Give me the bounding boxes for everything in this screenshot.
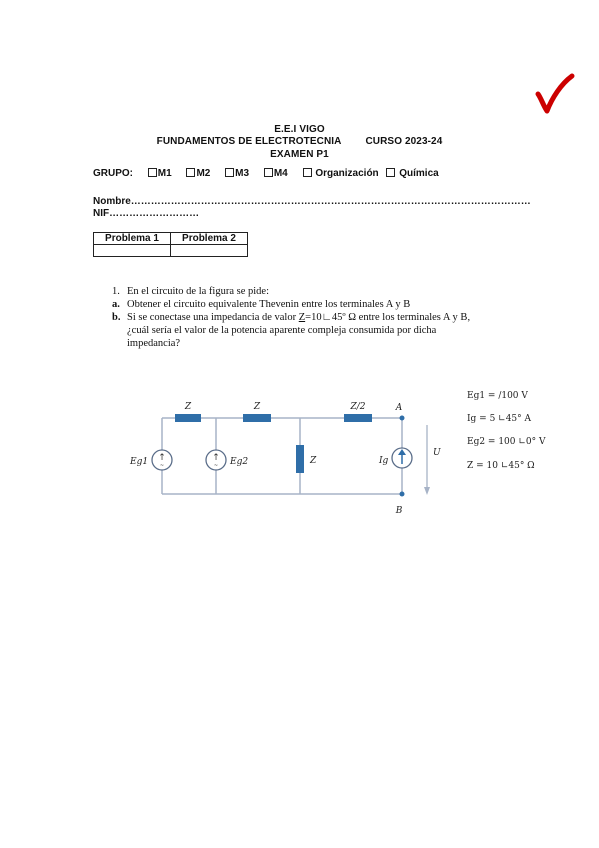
checkbox-icon[interactable] [386, 168, 395, 177]
group-option-m1[interactable]: M1 [148, 168, 172, 179]
label-z2: Z [253, 402, 261, 412]
score-header-2: Problema 2 [171, 233, 248, 245]
resistor-z-half [344, 414, 372, 422]
checkbox-icon[interactable] [264, 168, 273, 177]
course-name: FUNDAMENTOS DE ELECTROTECNIA [156, 136, 342, 147]
score-cell-1[interactable] [94, 245, 171, 257]
voltage-arrowhead-icon [424, 487, 430, 495]
value-z: Z = 10 ∟45° Ω [467, 461, 535, 471]
resistor-z1 [175, 414, 201, 422]
group-label: GRUPO: [93, 168, 133, 179]
circuit-diagram [120, 385, 560, 525]
svg-text:~: ~ [213, 463, 219, 469]
current-source-ig-icon [392, 448, 412, 468]
label-eg2: Eg2 [230, 457, 249, 467]
node-a-dot [400, 416, 405, 421]
svg-text:~: ~ [159, 463, 165, 469]
value-eg1: Eg1 = /100 V [467, 391, 528, 401]
value-ig: Ig = 5 ∟45° A [467, 414, 532, 424]
question-part-b-line2: ¿cuál sería el valor de la potencia aparente compleja consumida por dicha [127, 325, 437, 336]
score-table [93, 232, 248, 257]
question-part-a: a. Obtener el circuito equivalente Thevenin entre los terminales A y B [112, 299, 411, 310]
label-node-b: B [395, 506, 403, 516]
resistor-z2 [243, 414, 271, 422]
red-checkmark-icon [532, 72, 576, 116]
group-option-quimica[interactable]: Química [386, 168, 438, 179]
school-name: E.E.I VIGO [274, 124, 325, 135]
course-year: CURSO 2023-24 [365, 136, 443, 147]
resistor-z-vertical [296, 445, 304, 473]
svg-text:↑: ↑ [212, 453, 220, 463]
value-eg2: Eg2 = 100 ∟0° V [467, 437, 546, 447]
question-part-b: b. Si se conectase una impedancia de valor Z=10∟45º Ω entre los terminales A y B, [112, 312, 471, 323]
group-option-organizacion[interactable]: Organización [303, 168, 379, 179]
course-line [0, 136, 599, 147]
label-eg1: Eg1 [130, 457, 149, 467]
group-option-m2[interactable]: M2 [186, 168, 210, 179]
svg-text:↑: ↑ [158, 453, 166, 463]
circuit-wires [159, 418, 402, 494]
label-node-a: A [395, 403, 403, 413]
question-part-b-line3: impedancia? [127, 338, 181, 349]
label-z-vertical: Z [310, 456, 317, 466]
checkbox-icon[interactable] [303, 168, 312, 177]
voltage-source-eg1-icon [152, 450, 172, 470]
label-z1: Z [184, 402, 192, 412]
label-ig: Ig [379, 456, 389, 466]
score-cell-2[interactable] [171, 245, 248, 257]
checkbox-icon[interactable] [225, 168, 234, 177]
node-b-dot [400, 492, 405, 497]
nombre-field[interactable]: Nombre………………………………………………………………………………………………………… [93, 196, 531, 207]
exam-title: EXAMEN P1 [270, 149, 329, 160]
checkbox-icon[interactable] [148, 168, 157, 177]
label-u: U [433, 448, 441, 458]
group-option-m3[interactable]: M3 [225, 168, 249, 179]
group-option-m4[interactable]: M4 [264, 168, 288, 179]
voltage-source-eg2-icon [206, 450, 226, 470]
nif-field[interactable]: NIF……………………… [93, 208, 200, 219]
label-z-half: Z/2 [350, 402, 366, 412]
question-intro: 1. En el circuito de la figura se pide: [112, 286, 269, 297]
score-header-1: Problema 1 [94, 233, 171, 245]
checkbox-icon[interactable] [186, 168, 195, 177]
group-selector [93, 168, 439, 179]
